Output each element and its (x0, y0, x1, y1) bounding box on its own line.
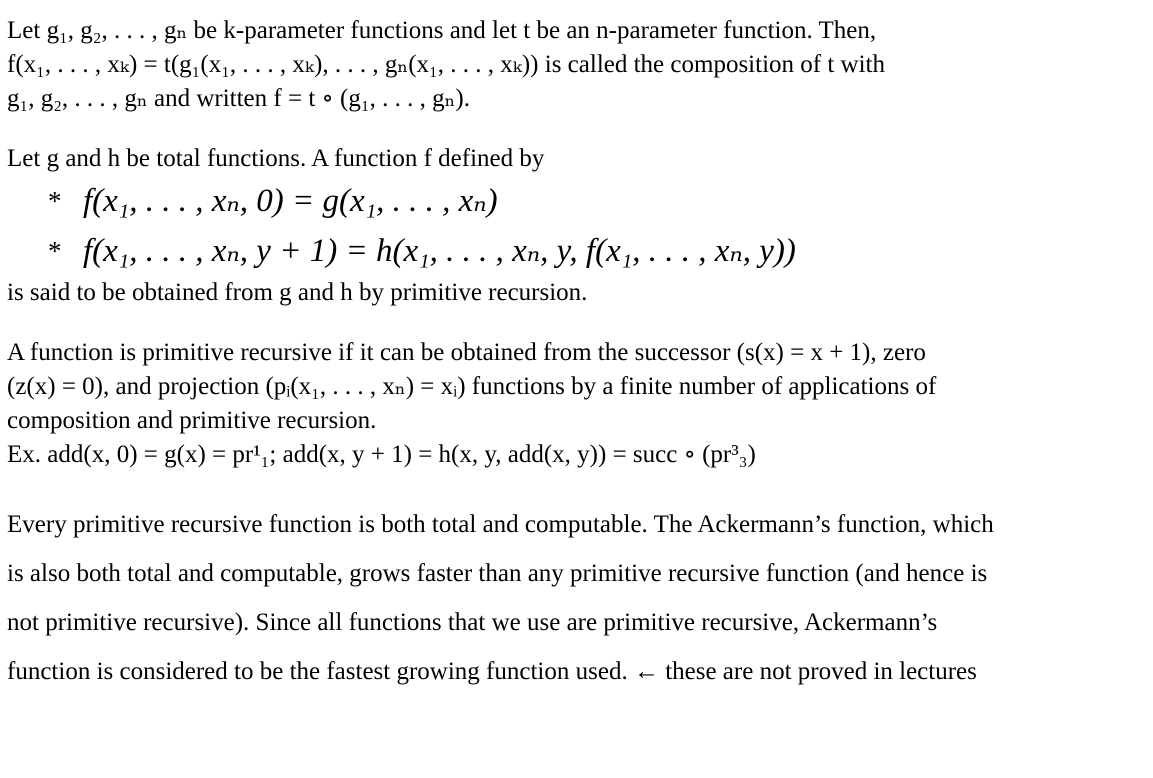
primitive-recursive-definition (7, 336, 1149, 472)
composition-line-2: f(x₁, . . . , xₖ) = t(g₁(x₁, . . . , xₖ), . . . , gₙ(x₁, . . . , xₖ)) is called the composition of t with (7, 51, 885, 78)
definition-line-3: composition and primitive recursion. (7, 407, 377, 434)
primitive-recursion-outro: is said to be obtained from g and h by primitive recursion. (7, 279, 588, 306)
composition-paragraph (7, 14, 1149, 116)
addition-example: Ex. add(x, 0) = g(x) = pr¹₁; add(x, y + 1) = h(x, y, add(x, y)) = succ ∘ (pr³₃) (7, 441, 756, 468)
list-item (7, 176, 1149, 226)
ackermann-line-4: function is considered to be the fastest growing function used. ← these are not proved in lectures (7, 658, 977, 685)
recursion-equations-list (7, 176, 1149, 276)
definition-line-1: A function is primitive recursive if it can be obtained from the successor (s(x) = x + 1), zero (7, 339, 926, 366)
definition-line-2: (z(x) = 0), and projection (pᵢ(x₁, . . . , xₙ) = xᵢ) functions by a finite number of applications of (7, 373, 937, 400)
primitive-recursion-intro: Let g and h be total functions. A function f defined by (7, 145, 545, 172)
base-case-equation: f(x₁, . . . , xₙ, 0) = g(x₁, . . . , xₙ) (83, 183, 498, 219)
document-page (7, 14, 1149, 696)
composition-line-1: Let g₁, g₂, . . . , gₙ be k-parameter functions and let t be an n-parameter function. Then, (7, 17, 877, 44)
list-item (7, 226, 1149, 276)
ackermann-paragraph (7, 500, 1149, 696)
ackermann-line-2: is also both total and computable, grows faster than any primitive recursive function (and hence is (7, 560, 988, 587)
bullet-marker: * (48, 236, 62, 266)
ackermann-line-1: Every primitive recursive function is both total and computable. The Ackermann’s function, which (7, 511, 994, 538)
composition-line-3: g₁, g₂, . . . , gₙ and written f = t ∘ (g₁, . . . , gₙ). (7, 85, 470, 112)
bullet-marker: * (48, 186, 62, 216)
ackermann-line-3: not primitive recursive). Since all functions that we use are primitive recursive, Ackermann’s (7, 609, 938, 636)
recursive-case-equation: f(x₁, . . . , xₙ, y + 1) = h(x₁, . . . , xₙ, y, f(x₁, . . . , xₙ, y)) (83, 233, 796, 269)
